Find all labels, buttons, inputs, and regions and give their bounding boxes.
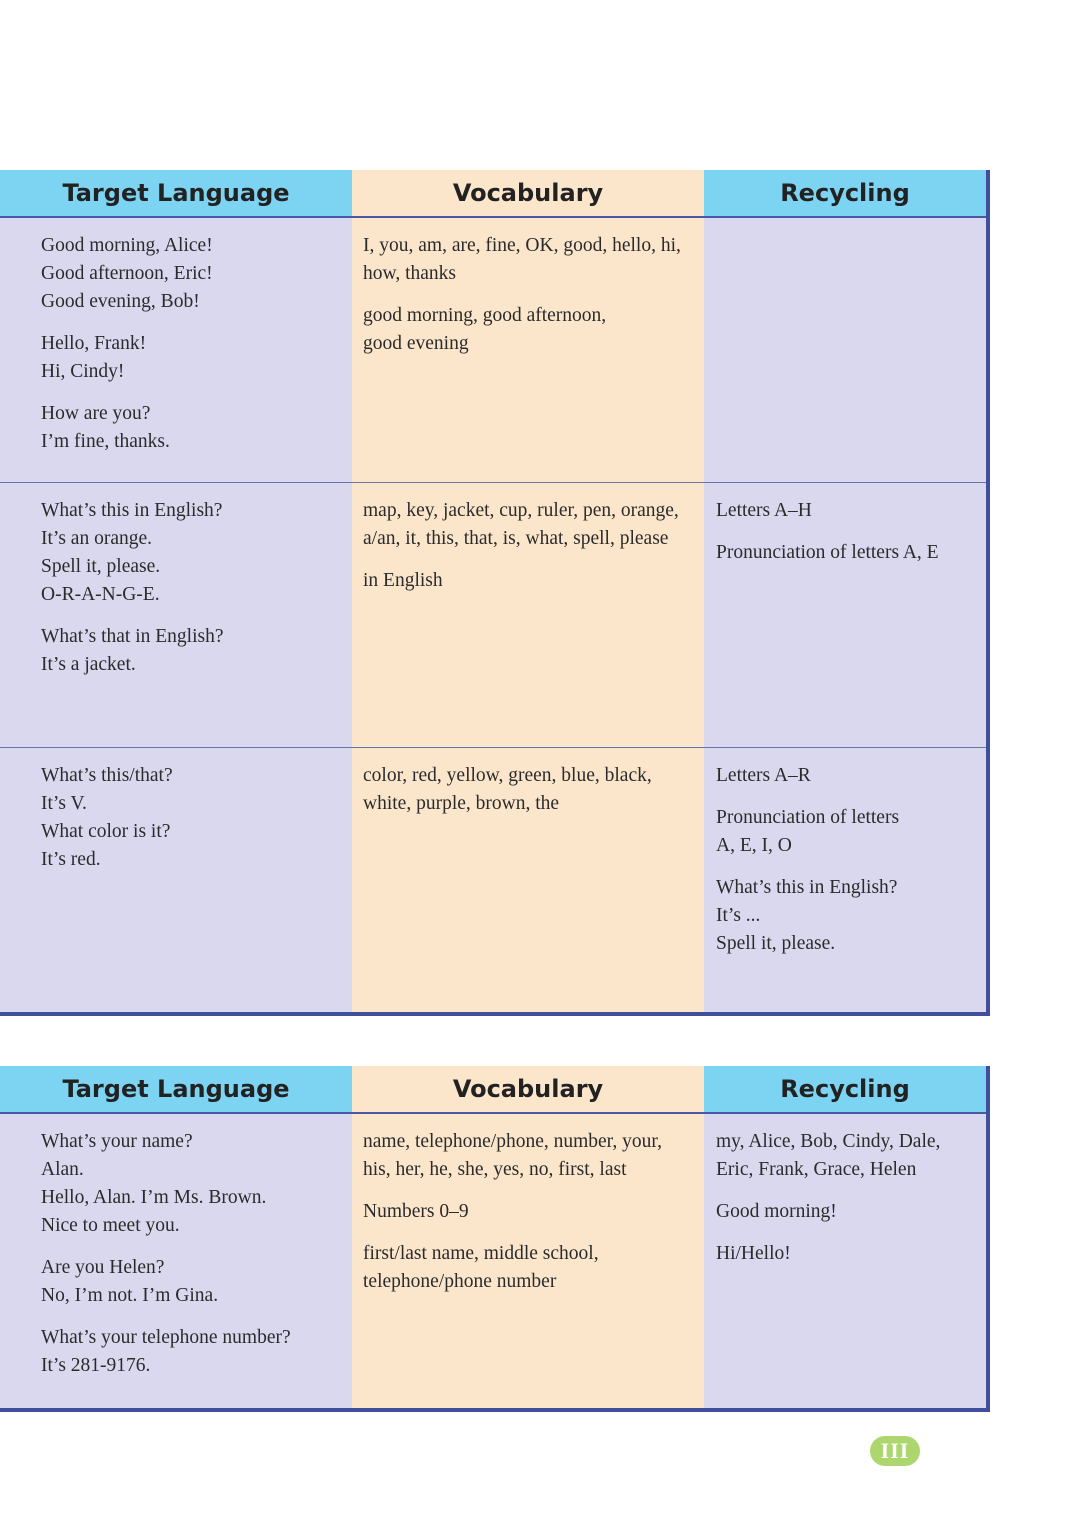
text-line: Good morning! — [716, 1201, 837, 1222]
target-language-cell — [0, 218, 352, 482]
text-group — [716, 539, 986, 567]
text-line: name, telephone/phone, number, your, — [363, 1131, 662, 1152]
header-recycling: Recycling — [704, 170, 986, 216]
text-line: Spell it, please. — [41, 556, 161, 577]
table-row — [0, 218, 986, 482]
text-line: Hi, Cindy! — [41, 361, 125, 382]
text-line: I, you, am, are, fine, OK, good, hello, hi, — [363, 235, 681, 256]
text-group — [41, 1128, 352, 1240]
text-line: It’s 281-9176. — [41, 1355, 151, 1376]
text-group — [716, 1198, 986, 1226]
text-line: What color is it? — [41, 821, 171, 842]
header-vocabulary: Vocabulary — [352, 170, 704, 216]
text-line: O-R-A-N-G-E. — [41, 584, 160, 605]
text-group — [41, 400, 352, 456]
table-row — [0, 1114, 986, 1408]
text-line: Letters A–H — [716, 500, 812, 521]
text-group — [41, 497, 352, 609]
text-line: What’s your telephone number? — [41, 1327, 291, 1348]
text-group — [41, 232, 352, 316]
recycling-cell — [704, 1114, 986, 1408]
text-line: Hello, Alan. I’m Ms. Brown. — [41, 1187, 267, 1208]
text-group — [716, 1128, 986, 1184]
vocabulary-cell — [352, 483, 704, 747]
table-body — [0, 1114, 986, 1408]
text-group — [716, 874, 986, 958]
text-line: map, key, jacket, cup, ruler, pen, orange, — [363, 500, 679, 521]
target-language-cell — [0, 483, 352, 747]
syllabus-table-2 — [0, 1066, 990, 1412]
header-target-language: Target Language — [0, 170, 352, 216]
text-line: Alan. — [41, 1159, 84, 1180]
text-group — [363, 567, 690, 595]
text-group — [716, 1240, 986, 1268]
header-target-language: Target Language — [0, 1066, 352, 1112]
text-line: A, E, I, O — [716, 835, 792, 856]
page-number-badge: III — [870, 1436, 920, 1466]
text-line: good evening — [363, 333, 469, 354]
table-body — [0, 218, 986, 1012]
text-group — [363, 1128, 690, 1184]
text-group — [41, 330, 352, 386]
text-group — [363, 1198, 690, 1226]
text-group — [41, 762, 352, 874]
text-group — [716, 804, 986, 860]
text-line: in English — [363, 570, 443, 591]
text-line: No, I’m not. I’m Gina. — [41, 1285, 219, 1306]
text-line: good morning, good afternoon, — [363, 305, 607, 326]
text-group — [41, 1324, 352, 1380]
text-line: It’s a jacket. — [41, 654, 136, 675]
table-header — [0, 170, 986, 218]
header-vocabulary: Vocabulary — [352, 1066, 704, 1112]
text-line: white, purple, brown, the — [363, 793, 560, 814]
text-line: I’m fine, thanks. — [41, 431, 170, 452]
text-line: It’s ... — [716, 905, 761, 926]
text-line: Spell it, please. — [716, 933, 836, 954]
text-line: a/an, it, this, that, is, what, spell, please — [363, 528, 669, 549]
text-line: his, her, he, she, yes, no, first, last — [363, 1159, 627, 1180]
recycling-cell — [704, 218, 986, 482]
text-group — [716, 762, 986, 790]
text-line: Hello, Frank! — [41, 333, 147, 354]
text-group — [41, 1254, 352, 1310]
text-line: Numbers 0–9 — [363, 1201, 469, 1222]
text-line: What’s this/that? — [41, 765, 173, 786]
text-group — [363, 497, 690, 553]
text-line: What’s your name? — [41, 1131, 193, 1152]
text-group — [41, 623, 352, 679]
text-line: It’s red. — [41, 849, 101, 870]
text-line: Hi/Hello! — [716, 1243, 791, 1264]
text-line: How are you? — [41, 403, 151, 424]
vocabulary-cell — [352, 748, 704, 1012]
text-line: Good evening, Bob! — [41, 291, 200, 312]
text-line: Eric, Frank, Grace, Helen — [716, 1159, 917, 1180]
table-row — [0, 747, 986, 1012]
vocabulary-cell — [352, 218, 704, 482]
vocabulary-cell — [352, 1114, 704, 1408]
text-line: Good morning, Alice! — [41, 235, 213, 256]
text-line: Good afternoon, Eric! — [41, 263, 213, 284]
text-line: It’s V. — [41, 793, 87, 814]
text-group — [363, 1240, 690, 1296]
text-group — [363, 762, 690, 818]
syllabus-table-1 — [0, 170, 990, 1016]
recycling-cell — [704, 483, 986, 747]
text-group — [363, 232, 690, 288]
text-line: Pronunciation of letters A, E — [716, 542, 939, 563]
text-line: Pronunciation of letters — [716, 807, 900, 828]
text-line: telephone/phone number — [363, 1271, 557, 1292]
text-line: Letters A–R — [716, 765, 811, 786]
recycling-cell — [704, 748, 986, 1012]
text-group — [716, 497, 986, 525]
target-language-cell — [0, 748, 352, 1012]
table-header — [0, 1066, 986, 1114]
text-line: first/last name, middle school, — [363, 1243, 599, 1264]
text-line: Nice to meet you. — [41, 1215, 180, 1236]
header-recycling: Recycling — [704, 1066, 986, 1112]
text-line: Are you Helen? — [41, 1257, 165, 1278]
text-line: It’s an orange. — [41, 528, 153, 549]
table-row — [0, 482, 986, 747]
text-line: how, thanks — [363, 263, 456, 284]
text-line: What’s this in English? — [716, 877, 898, 898]
target-language-cell — [0, 1114, 352, 1408]
text-line: color, red, yellow, green, blue, black, — [363, 765, 652, 786]
text-group — [363, 302, 690, 358]
text-line: What’s that in English? — [41, 626, 224, 647]
text-line: my, Alice, Bob, Cindy, Dale, — [716, 1131, 941, 1152]
text-line: What’s this in English? — [41, 500, 223, 521]
